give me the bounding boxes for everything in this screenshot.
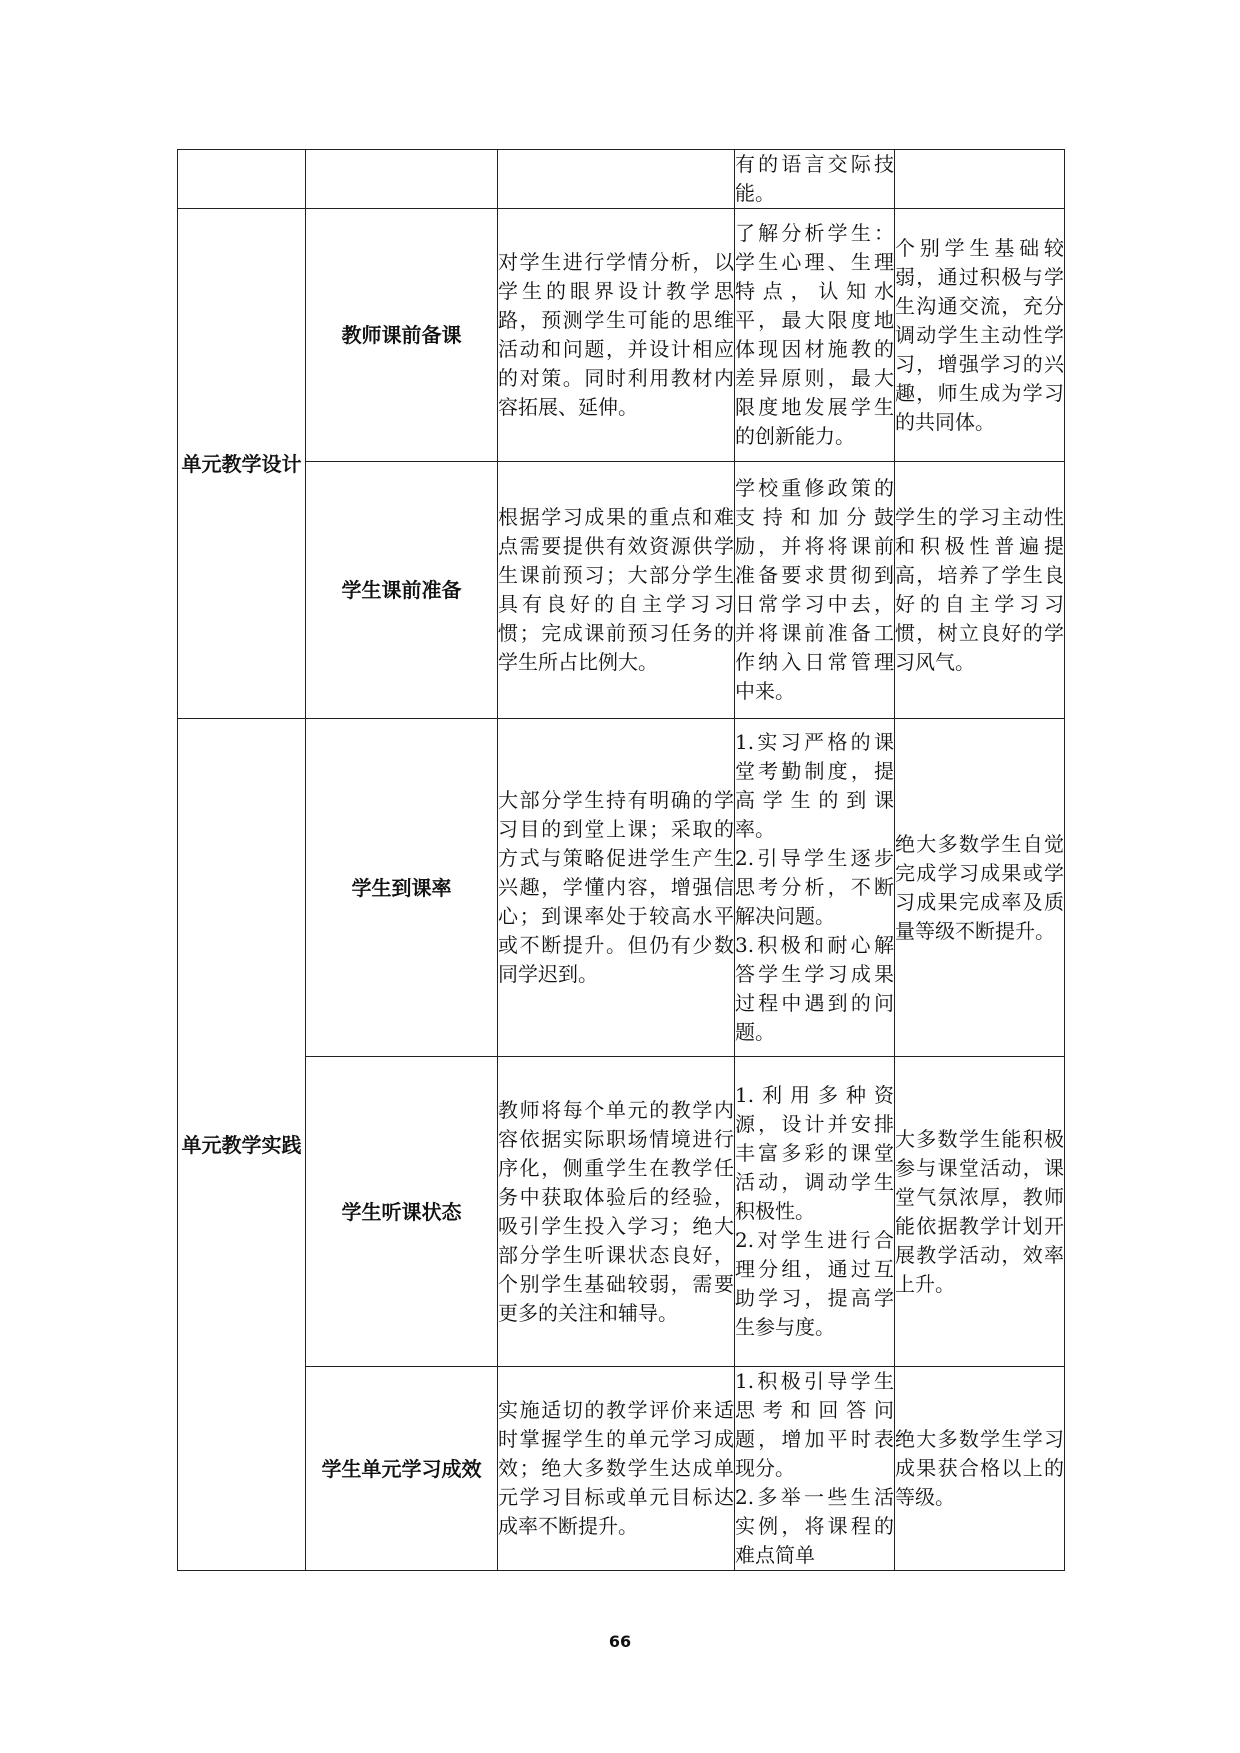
effect-cell xyxy=(895,150,1065,209)
measures-cell xyxy=(735,1367,895,1571)
status-cell: 对学生进行学情分析，以学生的眼界设计教学思路，预测学生可能的思维活动和问题，并设计相应的对策。同时利用教材内容拓展、延伸。 xyxy=(498,209,735,462)
status-cell: 根据学习成果的重点和难点需要提供有效资源供学生课前预习；大部分学生具有良好的自主学习习惯；完成课前预习任务的学生所占比例大。 xyxy=(498,462,735,719)
measure-item: 2.多举一些生活实例，将课程的难点简单 xyxy=(735,1485,894,1567)
table-row-continuation xyxy=(178,150,1065,209)
item-label: 学生课前准备 xyxy=(306,462,498,719)
empty-cell xyxy=(306,150,498,209)
section-label: 单元教学设计 xyxy=(178,209,306,719)
empty-cell xyxy=(178,150,306,209)
effect-cell: 绝大多数学生自觉完成学习成果或学习成果完成率及质量等级不断提升。 xyxy=(895,719,1065,1057)
status-cell: 实施适切的教学评价来适时掌握学生的单元学习成效；绝大多数学生达成单元学习目标或单元目标达成率不断提升。 xyxy=(498,1367,735,1571)
effect-cell: 个别学生基础较弱，通过积极与学生沟通交流，充分调动学生主动性学习，增强学习的兴趣，师生成为学习的共同体。 xyxy=(895,209,1065,462)
measure-item: 3.积极和耐心解答学生学习成果过程中遇到的问题。 xyxy=(735,933,894,1044)
item-label: 教师课前备课 xyxy=(306,209,498,462)
measure-item: 1.利用多种资源，设计并安排丰富多彩的课堂活动，调动学生积极性。 xyxy=(735,1083,894,1223)
table-row xyxy=(178,1057,1065,1367)
measures-cell: 学校重修政策的支持和加分鼓励，并将将课前准备要求贯彻到日常学习中去，并将课前准备工作纳入日常管理中来。 xyxy=(735,462,895,719)
measures-cell: 有的语言交际技能。 xyxy=(735,150,895,209)
effect-cell: 绝大多数学生学习成果获合格以上的等级。 xyxy=(895,1367,1065,1571)
measures-cell xyxy=(735,719,895,1057)
measure-item: 1.积极引导学生思考和回答问题，增加平时表现分。 xyxy=(735,1369,894,1480)
item-label: 学生听课状态 xyxy=(306,1057,498,1367)
measure-item: 2.引导学生逐步思考分析，不断解决问题。 xyxy=(735,846,894,928)
measures-cell xyxy=(735,1057,895,1367)
page-number: 66 xyxy=(608,1632,632,1651)
table-row xyxy=(178,719,1065,1057)
effect-cell: 大多数学生能积极参与课堂活动，课堂气氛浓厚，教师能依据教学计划开展教学活动，效率上升。 xyxy=(895,1057,1065,1367)
item-label: 学生单元学习成效 xyxy=(306,1367,498,1571)
table-row xyxy=(178,209,1065,462)
item-label: 学生到课率 xyxy=(306,719,498,1057)
measures-cell: 了解分析学生：学生心理、生理特点，认知水平，最大限度地体现因材施教的差异原则，最大限度地发展学生的创新能力。 xyxy=(735,209,895,462)
empty-cell xyxy=(498,150,735,209)
table-row xyxy=(178,1367,1065,1571)
table-row xyxy=(178,462,1065,719)
effect-cell: 学生的学习主动性和积极性普遍提高，培养了学生良好的自主学习习惯，树立良好的学习风气。 xyxy=(895,462,1065,719)
status-cell: 大部分学生持有明确的学习目的到堂上课；采取的方式与策略促进学生产生兴趣，学懂内容，增强信心；到课率处于较高水平或不断提升。但仍有少数同学迟到。 xyxy=(498,719,735,1057)
section-label: 单元教学实践 xyxy=(178,719,306,1571)
measure-item: 1.实习严格的课堂考勤制度，提高学生的到课率。 xyxy=(735,730,894,841)
measure-item: 2.对学生进行合理分组，通过互助学习，提高学生参与度。 xyxy=(735,1228,894,1339)
status-cell: 教师将每个单元的教学内容依据实际职场情境进行序化，侧重学生在教学任务中获取体验后的经验，吸引学生投入学习；绝大部分学生听课状态良好，个别学生基础较弱，需要更多的关注和辅导。 xyxy=(498,1057,735,1367)
evaluation-table xyxy=(177,149,1065,1571)
